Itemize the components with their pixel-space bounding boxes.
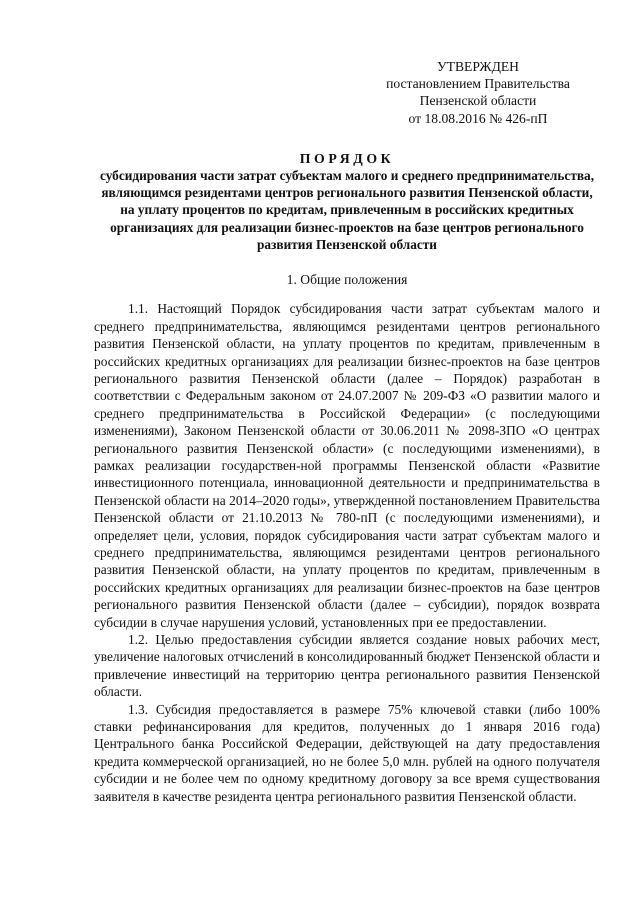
document-subtitle: субсидирования части затрат субъектам малого и среднего предпринимательства, являющимся резидентами центров регионального развития Пензенской области, на уплату процентов по кредитам, привлеченным в российских кредитных организациях для реализации бизнес-проектов на базе центров регионального развития Пензенской области bbox=[99, 167, 595, 252]
approval-region: Пензенской области bbox=[419, 93, 537, 109]
paragraph-1-2: 1.2. Целью предоставления субсидии является создание новых рабочих мест, увеличение налоговых отчислений в консолидированный бюджет Пензенской области и привлечение инвестиций на территорию центра регионального развития Пензенской области. bbox=[94, 632, 600, 700]
approval-date-number: от 18.08.2016 № 426-пП bbox=[408, 110, 548, 126]
paragraph-1-1: 1.1. Настоящий Порядок субсидирования части затрат субъектам малого и среднего предпринимательства, являющимся резидентами центров регионального развития Пензенской области, на уплату процентов по кредитам, привлеченным в российских кредитных организациях для реализации бизнес-проектов на базе центров регионального развития Пензенской области (далее – Порядок) разработан в соответствии с Федеральным законом от 24.07.2007 № 209-ФЗ «О развитии малого и среднего предпринимательства в Российской Федерации» (с последующими изменениями), Законом Пензенской области от 30.06.2011 № 2098-ЗПО «О центрах регионального развития Пензенской области» (с последующими изменениями), в рамках реализации государствен-ной программы Пензенской области «Развитие инвестиционного потенциала, инновационной деятельности и предпринимательства в Пензенской области на 2014–2020 годы», утвержденной постановлением Правительства Пензенской области от 21.10.2013 № 780-пП (с последующими изменениями), и определяет цели, условия, порядок субсидирования части затрат субъектам малого и среднего предпринимательства, являющимся резидентами центров регионального развития Пензенской области, на уплату процентов по кредитам, привлеченным в российских кредитных организациях для реализации бизнес-проектов на базе центров регионального развития Пензенской области (далее – субсидии), порядок возврата субсидии в случае нарушения условий, установленных при ее предоставлении. bbox=[94, 301, 600, 630]
document-title: ПОРЯДОК bbox=[299, 150, 395, 166]
approval-block bbox=[356, 58, 600, 127]
section-heading: 1. Общие положения bbox=[286, 272, 408, 288]
approval-act: постановлением Правительства bbox=[386, 76, 570, 92]
paragraph-1-3: 1.3. Субсидия предоставляется в размере 75% ключевой ставки (либо 100% ставки рефинансирования для кредитов, полученных до 1 января 2016 года) Центрального банка Российской Федерации, действующей на дату предоставления кредита коммерческой организацией, но не более 5,0 млн. рублей на одного получателя субсидии и не более чем по одному кредитному договору за все время существования заявителя в качестве резидента центра регионального развития Пензенской области. bbox=[94, 701, 600, 804]
approval-status: УТВЕРЖДЕН bbox=[437, 59, 519, 74]
